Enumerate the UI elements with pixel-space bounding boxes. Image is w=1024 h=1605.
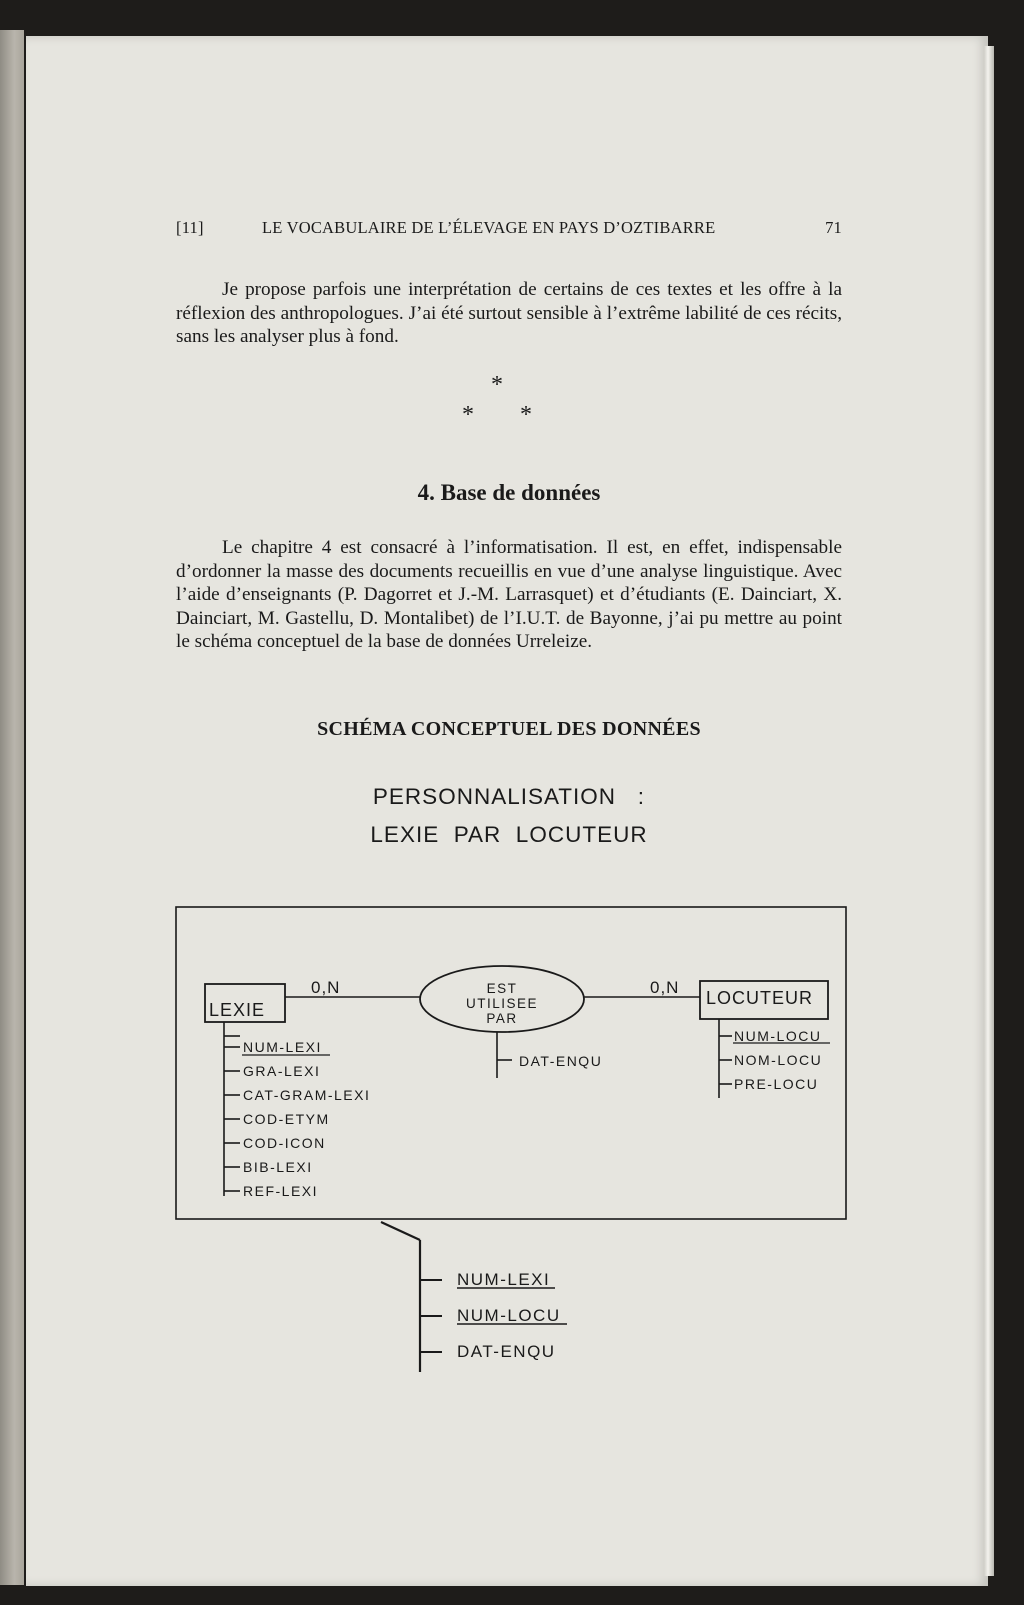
locuteur-entity-label: LOCUTEUR (706, 988, 814, 1008)
locuteur-attribute: NOM-LOCU (734, 1052, 823, 1068)
lexie-attribute: COD-ICON (243, 1135, 326, 1151)
result-key: DAT-ENQU (457, 1342, 556, 1361)
lexie-attribute: NUM-LEXI (243, 1039, 322, 1055)
locuteur-attribute: NUM-LOCU (734, 1028, 822, 1044)
running-head-title: LE VOCABULAIRE DE L’ÉLEVAGE EN PAYS D’OZTIBARRE (262, 218, 716, 237)
personnalisation-line-2: LEXIE PAR LOCUTEUR (370, 822, 648, 847)
relation-label-line-2: UTILISEE (465, 996, 539, 1011)
schema-title: SCHÉMA CONCEPTUEL DES DONNÉES (317, 718, 701, 740)
personnalisation-line-1: PERSONNALISATION : (372, 784, 646, 809)
separator-star-top: * (491, 372, 503, 398)
lexie-attribute: COD-ETYM (243, 1111, 330, 1127)
cardinality-left: 0,N (311, 978, 341, 997)
result-key: NUM-LEXI (457, 1270, 551, 1289)
paragraph-interpretation: Je propose parfois une interprétation de certains de ces textes et les offre à la réflexion des anthropologues. J’ai été surtout sensible à l’extrême labilité de ces récits, sans les analyser plus à fond. (176, 279, 842, 347)
lexie-attribute: GRA-LEXI (243, 1063, 321, 1079)
result-key: NUM-LOCU (457, 1306, 561, 1325)
relation-attribute-dat-enqu: DAT-ENQU (519, 1053, 603, 1069)
paragraph-informatisation: Le chapitre 4 est consacré à l’informatisation. Il est, en effet, indispensable d’ordonner la masse des documents recueillis en vue d’une analyse linguistique. Avec l’aide d’enseignants (P. Dagorret et J.-M. Larrasquet) et d’étudiants (E. Dainciart, X. Dainciart, M. Gastellu, D. Montalibet) de l’I.U.T. de Bayonne, j’ai pu mettre au point le schéma conceptuel de la base de données Urreleize. (176, 537, 842, 652)
relation-label-line-1: EST (486, 981, 518, 996)
relation-label-line-3: PAR (486, 1011, 518, 1026)
page-number: 71 (825, 218, 842, 237)
cardinality-right: 0,N (650, 978, 680, 997)
lexie-attribute: CAT-GRAM-LEXI (243, 1087, 371, 1103)
running-head-section-number: [11] (176, 218, 204, 237)
separator-star-right: * (520, 402, 532, 428)
lexie-attribute: BIB-LEXI (243, 1159, 313, 1175)
section-heading: 4. Base de données (417, 480, 601, 505)
separator-star-left: * (462, 402, 474, 428)
lexie-attribute: REF-LEXI (243, 1183, 319, 1199)
result-keys-connector (381, 1222, 420, 1240)
lexie-entity-label: LEXIE (209, 1000, 266, 1020)
locuteur-attribute: PRE-LOCU (734, 1076, 819, 1092)
